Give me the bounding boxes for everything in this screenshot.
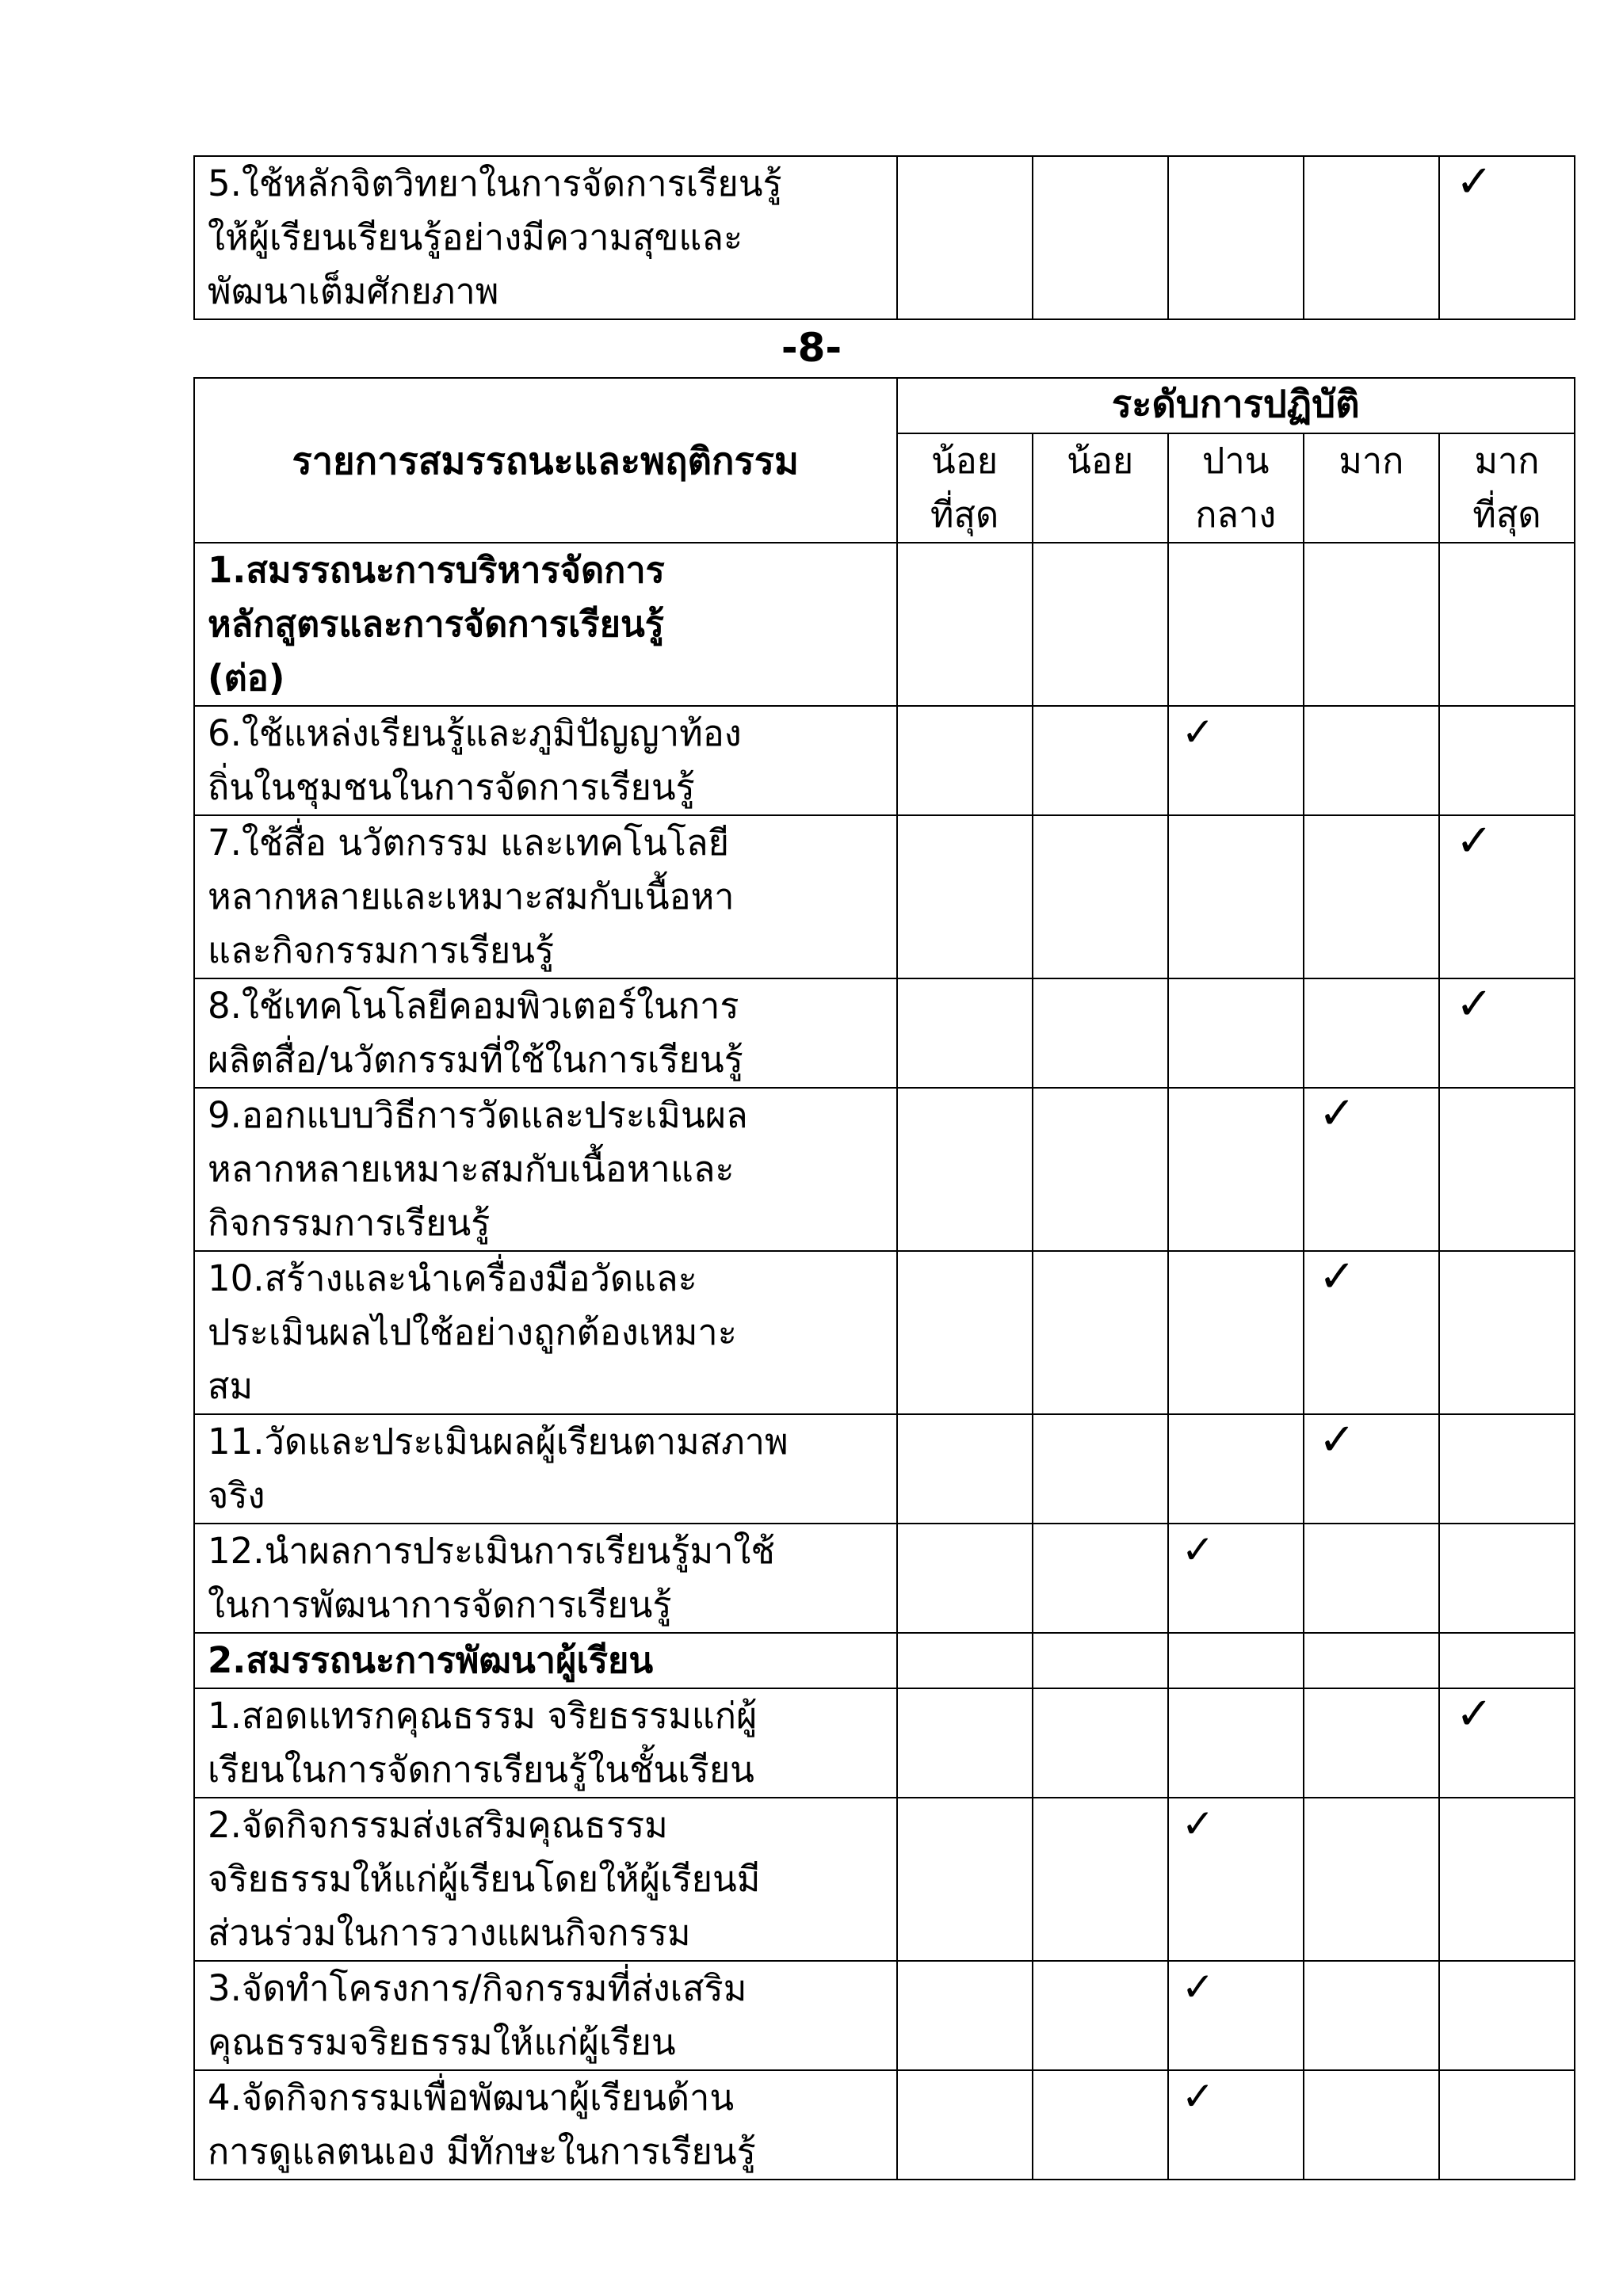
item-cell [194, 2070, 897, 2180]
item-text: 11.วัดและประเมินผลผู้เรียนตามสภาพ จริง [208, 1421, 789, 1516]
item-cell [194, 1251, 897, 1414]
level-cell [897, 706, 1033, 815]
level-cell [1304, 2070, 1439, 2180]
table-row [194, 156, 1575, 319]
check-mark-icon: ✓ [1455, 1688, 1493, 1740]
item-cell [194, 1414, 897, 1524]
level-cell [897, 815, 1033, 978]
level-cell [897, 1088, 1033, 1251]
item-cell [194, 1524, 897, 1633]
item-cell [194, 1798, 897, 1961]
section-heading-row [194, 543, 1575, 706]
level-cell [1168, 1633, 1304, 1688]
item-text: 10.สร้างและนำเครื่องมือวัดและ ประเมินผลไปใช้อย่างถูกต้องเหมาะ สม [208, 1257, 737, 1407]
level-cell [1304, 1633, 1439, 1688]
level-cell [1304, 1251, 1439, 1414]
check-mark-icon: ✓ [1181, 2073, 1215, 2119]
item-text: 5.ใช้หลักจิตวิทยาในการจัดการเรียนรู้ ให้ผู้เรียนเรียนรู้อย่างมีความสุขและ พัฒนาเต็มศักยภาพ [208, 162, 782, 312]
level-cell [1439, 1798, 1575, 1961]
level-cell [1033, 1414, 1168, 1524]
item-text: 3.จัดทำโครงการ/กิจกรรมที่ส่งเสริม คุณธรรมจริยธรรมให้แก่ผู้เรียน [208, 1967, 747, 2063]
level-cell [1033, 815, 1168, 978]
item-cell [194, 1088, 897, 1251]
section-heading-text: 1.สมรรถนะการบริหารจัดการ หลักสูตรและการจัดการเรียนรู้ (ต่อ) [208, 549, 665, 699]
check-mark-icon: ✓ [1455, 815, 1493, 867]
level-cell [1168, 1798, 1304, 1961]
level-cell [897, 978, 1033, 1088]
table-row [194, 815, 1575, 978]
level-cell [1304, 1088, 1439, 1251]
level-cell [1033, 2070, 1168, 2180]
check-mark-icon: ✓ [1181, 1801, 1215, 1847]
item-text: 12.นำผลการประเมินการเรียนรู้มาใช้ ในการพัฒนาการจัดการเรียนรู้ [208, 1530, 775, 1626]
item-text: 2.จัดกิจกรรมส่งเสริมคุณธรรม จริยธรรมให้แก่ผู้เรียนโดยให้ผู้เรียนมี ส่วนร่วมในการวางแผนกิจกรรม [208, 1804, 761, 1954]
level-cell [1304, 1961, 1439, 2070]
table-row [194, 1251, 1575, 1414]
table-row [194, 1688, 1575, 1798]
competency-table [193, 377, 1575, 2180]
check-mark-icon: ✓ [1318, 1414, 1356, 1466]
level-cell [1439, 1088, 1575, 1251]
level-cell [1439, 706, 1575, 815]
level-cell [1033, 543, 1168, 706]
level-cell [1168, 1088, 1304, 1251]
level-cell [897, 1251, 1033, 1414]
check-mark-icon: ✓ [1318, 1088, 1356, 1139]
check-mark-icon: ✓ [1318, 1251, 1356, 1302]
level-header-least: น้อย ที่สุด [897, 433, 1033, 543]
level-cell [1033, 1251, 1168, 1414]
item-cell [194, 978, 897, 1088]
page-number: -8- [781, 325, 842, 371]
level-cell [897, 156, 1033, 319]
item-text: 1.สอดแทรกคุณธรรม จริยธรรมแก่ผู้ เรียนในการจัดการเรียนรู้ในชั้นเรียน [208, 1695, 758, 1791]
item-cell [194, 706, 897, 815]
level-cell [897, 2070, 1033, 2180]
level-cell [1168, 1524, 1304, 1633]
level-cell [1439, 156, 1575, 319]
level-cell [897, 1524, 1033, 1633]
level-cell [1304, 1524, 1439, 1633]
level-cell [1304, 1798, 1439, 1961]
level-cell [1168, 1688, 1304, 1798]
level-cell [1304, 543, 1439, 706]
table-row [194, 706, 1575, 815]
level-cell [897, 1688, 1033, 1798]
level-cell [1168, 2070, 1304, 2180]
level-cell [897, 1414, 1033, 1524]
check-mark-icon: ✓ [1181, 1527, 1215, 1573]
level-cell [897, 543, 1033, 706]
section-heading-text: 2.สมรรถนะการพัฒนาผู้เรียน [208, 1639, 654, 1681]
table-row [194, 1798, 1575, 1961]
level-cell [1168, 706, 1304, 815]
practice-level-header: ระดับการปฏิบัติ [897, 378, 1575, 433]
level-cell [1439, 1524, 1575, 1633]
section-heading-row [194, 1633, 1575, 1688]
check-mark-icon: ✓ [1455, 978, 1493, 1030]
level-cell [1439, 1414, 1575, 1524]
level-cell [1168, 978, 1304, 1088]
level-cell [1033, 978, 1168, 1088]
level-cell [1439, 1961, 1575, 2070]
table-row [194, 1961, 1575, 2070]
level-header-much: มาก [1304, 433, 1439, 543]
level-cell [1033, 156, 1168, 319]
level-cell [897, 1798, 1033, 1961]
level-cell [1168, 1961, 1304, 2070]
item-text: 7.ใช้สื่อ นวัตกรรม และเทคโนโลยี หลากหลายและเหมาะสมกับเนื้อหา และกิจกรรมการเรียนรู้ [208, 822, 735, 971]
level-header-moderate: ปาน กลาง [1168, 433, 1304, 543]
item-text: 4.จัดกิจกรรมเพื่อพัฒนาผู้เรียนด้าน การดูแลตนเอง มีทักษะในการเรียนรู้ [208, 2077, 756, 2172]
table-row [194, 1414, 1575, 1524]
previous-table-fragment [193, 155, 1575, 320]
level-cell [1439, 2070, 1575, 2180]
level-header-most: มาก ที่สุด [1439, 433, 1575, 543]
table-row [194, 1088, 1575, 1251]
level-cell [1304, 1414, 1439, 1524]
check-mark-icon: ✓ [1455, 156, 1493, 208]
level-cell [897, 1633, 1033, 1688]
item-text: 6.ใช้แหล่งเรียนรู้และภูมิปัญญาท้อง ถิ่นในชุมชนในการจัดการเรียนรู้ [208, 712, 742, 808]
item-cell [194, 543, 897, 706]
level-cell [1168, 543, 1304, 706]
level-cell [1033, 1688, 1168, 1798]
level-cell [1033, 1524, 1168, 1633]
level-cell [1439, 1633, 1575, 1688]
level-cell [1439, 815, 1575, 978]
level-cell [1168, 1251, 1304, 1414]
table-row [194, 2070, 1575, 2180]
level-cell [1439, 978, 1575, 1088]
level-cell [1033, 1633, 1168, 1688]
level-cell [897, 1961, 1033, 2070]
item-column-header: รายการสมรรถนะและพฤติกรรม [194, 378, 897, 543]
level-cell [1439, 1688, 1575, 1798]
level-cell [1168, 1414, 1304, 1524]
check-mark-icon: ✓ [1181, 709, 1215, 755]
level-cell [1304, 1688, 1439, 1798]
level-cell [1439, 1251, 1575, 1414]
item-cell [194, 1688, 897, 1798]
check-mark-icon: ✓ [1181, 1964, 1215, 2010]
level-cell [1439, 543, 1575, 706]
table-row [194, 978, 1575, 1088]
header-row-group [194, 378, 1575, 433]
table-row [194, 1524, 1575, 1633]
level-cell [1304, 706, 1439, 815]
item-cell [194, 1961, 897, 2070]
level-cell [1168, 156, 1304, 319]
level-cell [1304, 978, 1439, 1088]
level-cell [1033, 1798, 1168, 1961]
item-text: 9.ออกแบบวิธีการวัดและประเมินผล หลากหลายเหมาะสมกับเนื้อหาและ กิจกรรมการเรียนรู้ [208, 1094, 748, 1244]
item-cell [194, 156, 897, 319]
level-cell [1304, 815, 1439, 978]
level-cell [1033, 706, 1168, 815]
level-cell [1033, 1961, 1168, 2070]
level-header-little: น้อย [1033, 433, 1168, 543]
item-cell [194, 1633, 897, 1688]
level-cell [1168, 815, 1304, 978]
item-text: 8.ใช้เทคโนโลยีคอมพิวเตอร์ในการ ผลิตสื่อ/นวัตกรรมที่ใช้ในการเรียนรู้ [208, 985, 743, 1081]
level-cell [1033, 1088, 1168, 1251]
level-cell [1304, 156, 1439, 319]
item-cell [194, 815, 897, 978]
